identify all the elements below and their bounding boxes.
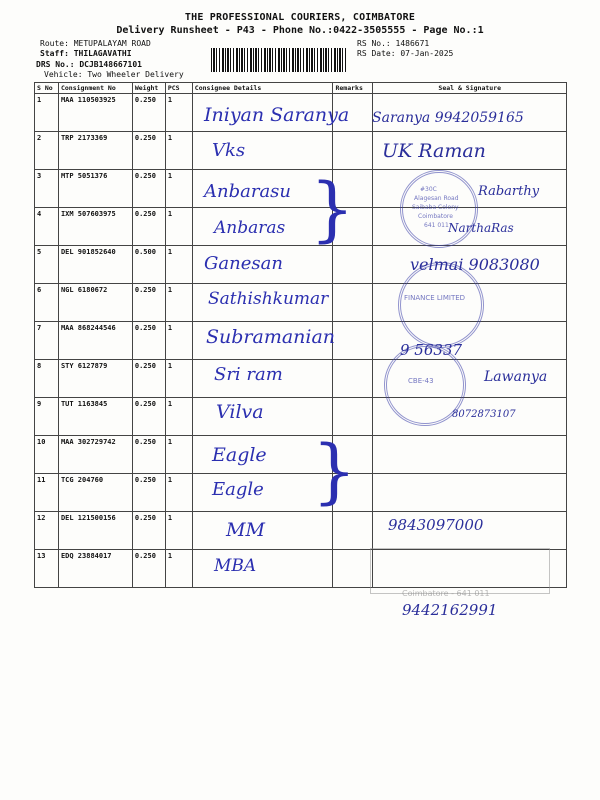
handwritten-consignee: Iniyan Saranya <box>204 104 350 126</box>
handwritten-consignee: MBA <box>214 556 257 576</box>
cell-weight: 0.500 <box>132 246 165 284</box>
stamp-text: Coimbatore <box>418 213 453 220</box>
cell-sno: 10 <box>35 436 59 474</box>
cell-remarks <box>333 284 373 322</box>
cell-pcs: 1 <box>165 246 192 284</box>
stamp-text: 641 011 <box>424 222 449 229</box>
table-row <box>35 512 567 550</box>
cell-remarks <box>333 512 373 550</box>
cell-consignment: DEL 901852640 <box>58 246 132 284</box>
cell-consignment: EDQ 23884017 <box>58 550 132 588</box>
table-row <box>35 436 567 474</box>
stamp-text: CBE-43 <box>408 377 434 385</box>
handwritten-signature: Saranya 9942059165 <box>372 110 524 126</box>
cell-consignment: MTP 5051376 <box>58 170 132 208</box>
cell-consignment: STY 6127879 <box>58 360 132 398</box>
cell-consignment: DEL 121500156 <box>58 512 132 550</box>
cell-weight: 0.250 <box>132 360 165 398</box>
handwritten-signature: UK Raman <box>382 140 486 162</box>
col-consignment: Consignment No <box>58 83 132 94</box>
col-weight: Weight <box>132 83 165 94</box>
table-row <box>35 474 567 512</box>
handwritten-signature: 9843097000 <box>388 516 484 534</box>
cell-sno: 12 <box>35 512 59 550</box>
cell-pcs: 1 <box>165 208 192 246</box>
cell-weight: 0.250 <box>132 170 165 208</box>
cell-consignment: TUT 1163845 <box>58 398 132 436</box>
cell-pcs: 1 <box>165 474 192 512</box>
stamp-text: FINANCE LIMITED <box>404 294 466 302</box>
col-pcs: PCS <box>165 83 192 94</box>
cell-sno: 4 <box>35 208 59 246</box>
cell-weight: 0.250 <box>132 322 165 360</box>
cell-remarks <box>333 246 373 284</box>
cell-pcs: 1 <box>165 436 192 474</box>
table-header-row <box>35 83 567 94</box>
handwritten-consignee: MM <box>226 519 265 541</box>
cell-weight: 0.250 <box>132 436 165 474</box>
cell-sno: 8 <box>35 360 59 398</box>
rs-date: RS Date: 07-Jan-2025 <box>357 49 454 58</box>
cell-pcs: 1 <box>165 360 192 398</box>
staff-label: Staff: THILAGAVATHI <box>40 49 132 58</box>
cell-pcs: 1 <box>165 94 192 132</box>
runsheet-title: Delivery Runsheet - P43 - Phone No.:0422-3505555 - Page No.:1 <box>116 25 484 36</box>
cell-pcs: 1 <box>165 284 192 322</box>
col-signature: Seal & Signature <box>373 83 567 94</box>
rs-number: RS No.: 1486671 <box>357 39 430 48</box>
cell-remarks <box>333 550 373 588</box>
cell-remarks <box>333 322 373 360</box>
handwritten-consignee: Sathishkumar <box>208 289 329 309</box>
cell-weight: 0.250 <box>132 474 165 512</box>
stamp-text: Alagesan Road <box>414 195 459 202</box>
brace-mark: } <box>312 430 357 512</box>
cell-sno: 11 <box>35 474 59 512</box>
cell-consignment: MAA 110503925 <box>58 94 132 132</box>
handwritten-consignee: Sri ram <box>214 364 283 385</box>
cell-signature <box>373 436 567 474</box>
brace-mark: } <box>310 168 355 250</box>
handwritten-consignee: Eagle <box>212 479 264 500</box>
handwritten-consignee: Ganesan <box>204 253 283 274</box>
cell-consignment: NGL 6180672 <box>58 284 132 322</box>
cell-sno: 3 <box>35 170 59 208</box>
cell-sno: 5 <box>35 246 59 284</box>
cell-pcs: 1 <box>165 550 192 588</box>
cell-pcs: 1 <box>165 322 192 360</box>
handwritten-consignee: Anbaras <box>214 218 286 238</box>
col-remarks: Remarks <box>333 83 373 94</box>
cell-consignment: TRP 2173369 <box>58 132 132 170</box>
handwritten-signature: Rabarthy <box>478 184 540 199</box>
stamp-text: #30C <box>420 186 437 193</box>
cell-pcs: 1 <box>165 132 192 170</box>
handwritten-signature: 9442162991 <box>402 601 498 619</box>
col-consignee: Consignee Details <box>192 83 333 94</box>
company-name: THE PROFESSIONAL COURIERS, COIMBATORE <box>184 12 416 23</box>
cell-weight: 0.250 <box>132 398 165 436</box>
vehicle-label: Vehicle: Two Wheeler Delivery <box>44 70 184 79</box>
cell-pcs: 1 <box>165 512 192 550</box>
cell-weight: 0.250 <box>132 512 165 550</box>
cell-sno: 13 <box>35 550 59 588</box>
cell-pcs: 1 <box>165 398 192 436</box>
table-row <box>35 132 567 170</box>
cell-sno: 9 <box>35 398 59 436</box>
handwritten-signature: Lawanya <box>484 369 548 385</box>
cell-signature <box>373 474 567 512</box>
cell-sno: 7 <box>35 322 59 360</box>
cell-weight: 0.250 <box>132 132 165 170</box>
handwritten-consignee: Vks <box>212 140 246 161</box>
cell-sno: 6 <box>35 284 59 322</box>
cell-sno: 1 <box>35 94 59 132</box>
cell-pcs: 1 <box>165 170 192 208</box>
handwritten-consignee: Subramanian <box>206 326 336 348</box>
finance-seal-stamp <box>398 262 484 348</box>
handwritten-signature: 8072873107 <box>452 409 516 420</box>
cell-remarks <box>333 132 373 170</box>
cell-consignment: MAA 868244546 <box>58 322 132 360</box>
barcode <box>211 48 346 72</box>
handwritten-signature: NarthaRas <box>448 221 514 235</box>
handwritten-consignee: Anbarasu <box>204 181 292 202</box>
drs-number: DRS No.: DCJB148667101 <box>36 60 142 69</box>
cell-weight: 0.250 <box>132 94 165 132</box>
cell-weight: 0.250 <box>132 550 165 588</box>
cell-weight: 0.250 <box>132 208 165 246</box>
cell-consignment: IXM 507603975 <box>58 208 132 246</box>
stamp-text: Saibaba Colony <box>412 204 459 211</box>
handwritten-consignee: Vilva <box>216 401 264 423</box>
cell-consignment: TCG 204760 <box>58 474 132 512</box>
col-sno: S No <box>35 83 59 94</box>
stamp-text: Coimbatore - 641 011 <box>402 589 490 598</box>
handwritten-signature: 9 56337 <box>400 341 463 359</box>
cell-remarks <box>333 360 373 398</box>
handwritten-consignee: Eagle <box>212 444 267 466</box>
address-stamp <box>370 548 550 594</box>
cell-sno: 2 <box>35 132 59 170</box>
handwritten-signature: velmai 9083080 <box>410 255 540 274</box>
cell-consignment: MAA 302729742 <box>58 436 132 474</box>
route-label: Route: METUPALAYAM ROAD <box>40 39 151 48</box>
cell-weight: 0.250 <box>132 284 165 322</box>
